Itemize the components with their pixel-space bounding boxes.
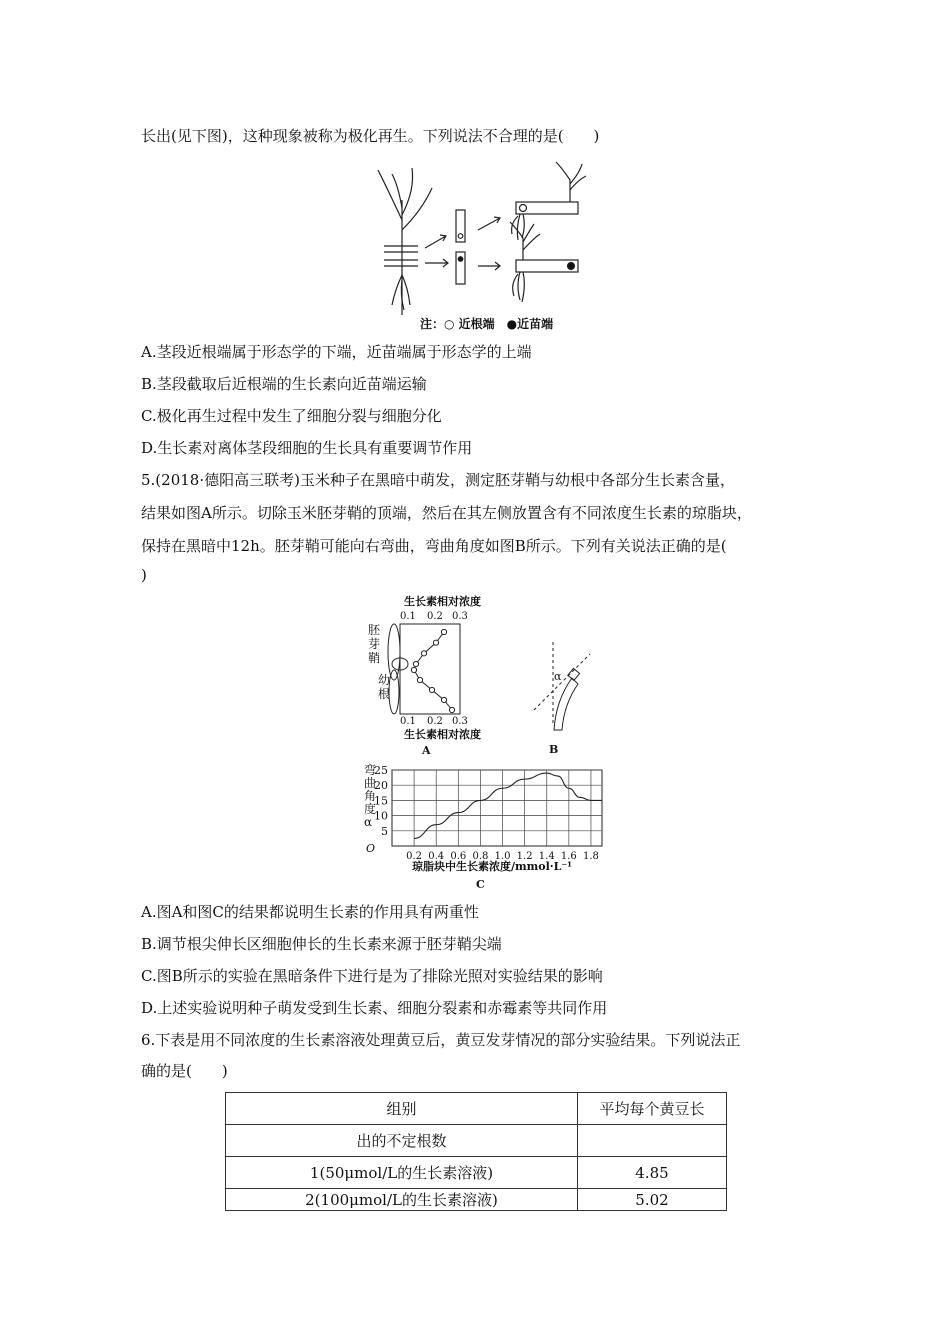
shoot-end-marker <box>568 263 575 270</box>
q5-option-d: D.上述实验说明种子萌发受到生长素、细胞分裂素和赤霉素等共同作用 <box>141 999 608 1017</box>
q5-stem-line-1: 5.(2018·德阳高三联考)玉米种子在黑暗中萌发，测定胚芽鞘与幼根中各部分生长素含量， <box>141 471 735 489</box>
coleoptile-curve <box>554 678 578 730</box>
table-row <box>226 1189 727 1211</box>
table-header-row <box>226 1093 727 1125</box>
x-axis-label: 琼脂块中生长素浓度/mmol·L⁻¹ <box>412 860 572 873</box>
arrow <box>478 217 500 230</box>
q5-option-a: A.图A和图C的结果都说明生长素的作用具有两重性 <box>141 903 479 921</box>
q5-option-c: C.图B所示的实验在黑暗条件下进行是为了排除光照对实验结果的影响 <box>141 967 603 985</box>
figure-a-bottom-label: 生长素相对浓度 <box>404 728 481 741</box>
stem-segment <box>456 210 465 242</box>
figure-a <box>360 592 510 762</box>
results-table <box>225 1092 727 1211</box>
figure-a-caption: A <box>422 744 431 757</box>
x-tick-label: 1.0 <box>494 851 511 862</box>
q4-stem-line: 长出(见下图)，这种现象被称为极化再生。下列说法不合理的是( ) <box>141 127 600 145</box>
q5-stem-line-3: 保持在黑暗中12h。胚芽鞘可能向右弯曲，弯曲角度如图B所示。下列有关说法正确的是( <box>141 537 727 555</box>
y-tick-label: 10 <box>374 809 388 823</box>
stem-segment <box>516 202 578 214</box>
figure-b <box>520 640 595 760</box>
figure-a-frame <box>400 624 460 714</box>
plant-leaf <box>378 170 402 220</box>
regenerated-shoot <box>510 222 540 260</box>
figure-a-top-label: 生长素相对浓度 <box>404 595 481 608</box>
table-header-cell: 组别 <box>226 1093 578 1125</box>
table-header-cell: 平均每个黄豆长 <box>578 1093 727 1125</box>
q4-option-d: D.生长素对离体茎段细胞的生长具有重要调节作用 <box>141 439 473 457</box>
data-point <box>429 687 434 692</box>
arrow <box>425 235 446 248</box>
polar-regeneration-figure <box>370 160 595 335</box>
bend-angle-curve <box>414 773 602 838</box>
q4-option-c: C.极化再生过程中发生了细胞分裂与细胞分化 <box>141 407 442 425</box>
x-tick-label: 1.6 <box>560 851 577 862</box>
plant-leaf <box>402 168 413 215</box>
data-point <box>441 697 446 702</box>
q5-stem-line-4: ) <box>141 566 147 584</box>
organ-label-coleoptile: 胚芽鞘 <box>368 623 381 665</box>
y-tick-label: 5 <box>381 824 388 838</box>
coleoptile-shape <box>388 624 400 680</box>
y-tick-label: 15 <box>374 794 388 808</box>
table-cell: 出的不定根数 <box>226 1125 578 1157</box>
x-tick-label: 0.4 <box>428 851 445 862</box>
organ-label-root: 幼根 <box>378 673 391 701</box>
figure-note: 注：○ 近根端 ●近苗端 <box>420 317 554 331</box>
data-point <box>449 707 454 712</box>
q5-stem-line-2: 结果如图A所示。切除玉米胚芽鞘的顶端，然后在其左侧放置含有不同浓度生长素的琼脂块， <box>141 504 752 522</box>
concentration-line <box>416 632 444 664</box>
figure-a-bottom-tick: 0.1 <box>400 716 416 727</box>
table-cell: 1(50μmol/L的生长素溶液) <box>226 1157 578 1189</box>
root-end-marker <box>458 234 463 239</box>
table-cell: 5.02 <box>578 1189 727 1211</box>
q6-stem-line-1: 6.下表是用不同浓度的生长素溶液处理黄豆后，黄豆发芽情况的部分实验结果。下列说法正 <box>141 1031 741 1049</box>
data-point <box>421 651 426 656</box>
root-shape <box>389 670 399 714</box>
table-cell: 4.85 <box>578 1157 727 1189</box>
q5-option-b: B.调节根尖伸长区细胞伸长的生长素来源于胚芽鞘尖端 <box>141 935 502 953</box>
x-tick-label: 0.8 <box>472 851 489 862</box>
x-tick-label: 0.6 <box>450 851 467 862</box>
figure-c-caption: C <box>476 878 485 891</box>
q6-stem-line-2: 确的是( ) <box>141 1062 228 1080</box>
arrow <box>478 262 500 270</box>
figure-a-bottom-tick: 0.3 <box>452 716 468 727</box>
plant-leaf <box>402 188 432 230</box>
table-cell <box>578 1125 727 1157</box>
table-row <box>226 1157 727 1189</box>
x-tick-label: 1.4 <box>538 851 555 862</box>
figure-a-bottom-tick: 0.2 <box>427 716 443 727</box>
x-tick-label: 0.2 <box>406 851 423 862</box>
data-point <box>411 667 416 672</box>
tangent-reference <box>534 654 590 710</box>
origin-label: O <box>366 842 376 855</box>
data-point <box>417 677 422 682</box>
root-end-marker <box>520 205 527 212</box>
y-tick-label: 25 <box>374 764 388 777</box>
plot-frame <box>392 770 602 846</box>
data-point <box>433 640 438 645</box>
shoot-end-marker <box>458 257 463 262</box>
figure-c-chart <box>340 762 610 892</box>
arrow <box>425 259 448 267</box>
table-row <box>226 1125 727 1157</box>
data-point <box>441 629 446 634</box>
regenerated-shoot <box>556 162 586 202</box>
figure-a-top-tick: 0.3 <box>452 611 468 622</box>
figure-b-caption: B <box>549 743 559 756</box>
x-tick-label: 1.2 <box>516 851 533 862</box>
y-tick-label: 20 <box>374 779 388 793</box>
q4-option-b: B.茎段截取后近根端的生长素向近苗端运输 <box>141 375 427 393</box>
y-axis-label: 弯曲角度 α <box>364 763 377 829</box>
figure-a-top-tick: 0.2 <box>427 611 443 622</box>
table-cell: 2(100μmol/L的生长素溶液) <box>226 1189 578 1211</box>
angle-label: α <box>554 670 562 683</box>
q4-option-a: A.茎段近根端属于形态学的下端，近苗端属于形态学的上端 <box>141 343 532 361</box>
data-point <box>413 661 418 666</box>
figure-a-top-tick: 0.1 <box>400 611 416 622</box>
x-tick-label: 1.8 <box>582 851 599 862</box>
plant-roots <box>392 275 410 310</box>
regenerated-roots <box>513 272 525 302</box>
